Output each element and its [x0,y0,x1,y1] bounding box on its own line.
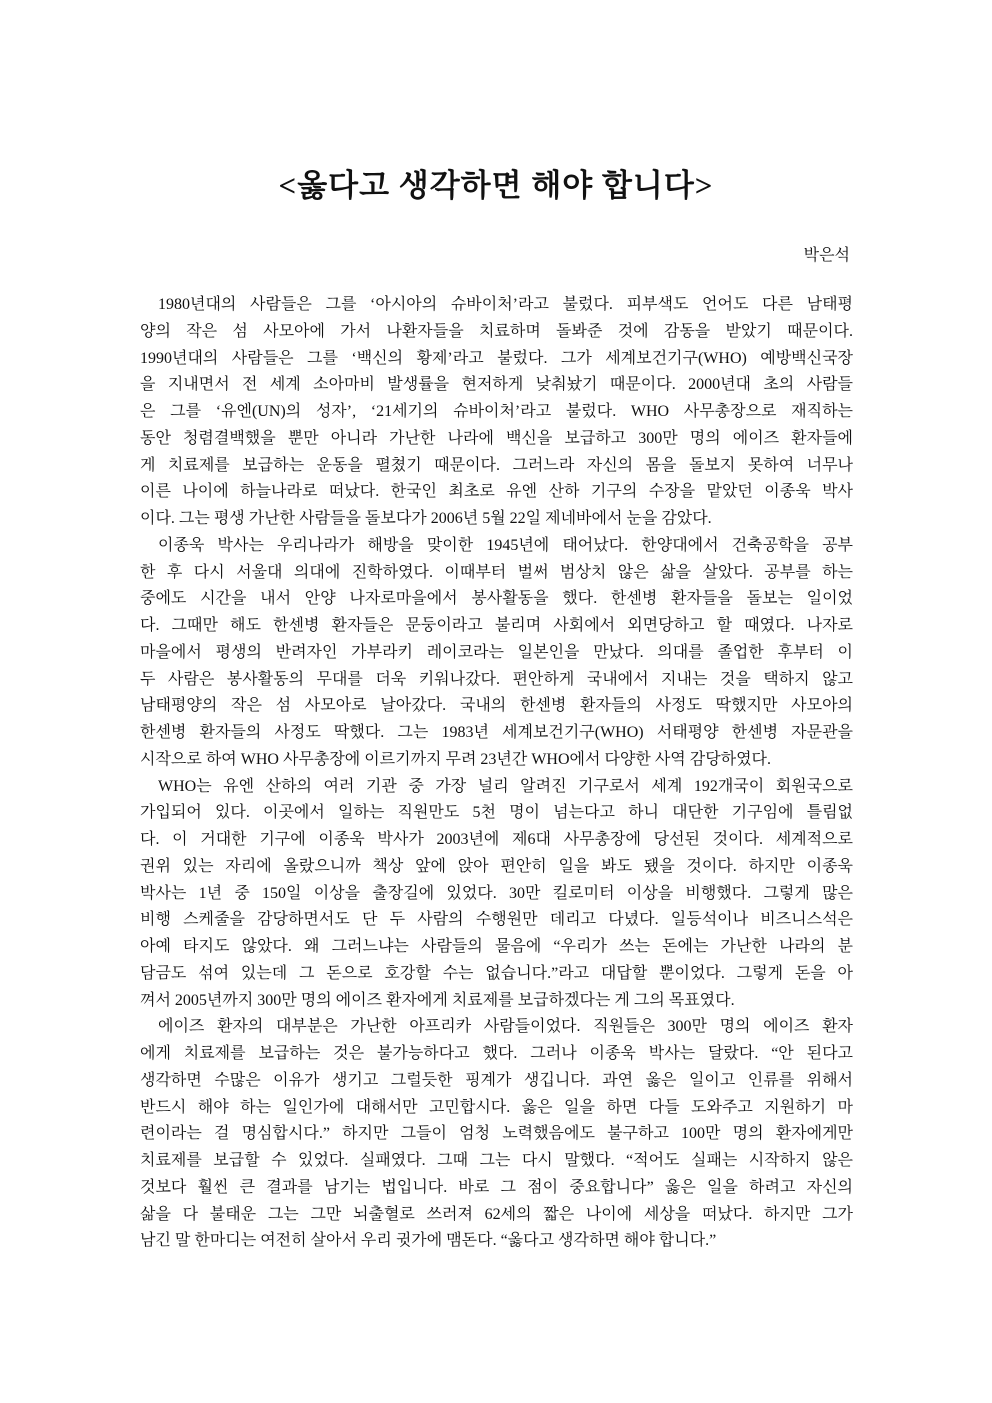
text-line: 다. 그때만 해도 한센병 환자들은 문둥이라고 불리며 사회에서 외면당하고 할 때였다. 나자로 [140,617,853,634]
text-line: 한 후 다시 서울대 의대에 진학하였다. 이때부터 벌써 범상치 않은 삶을 살았다. 공부를 하는 [140,563,853,581]
text-line: 이른 나이에 하늘나라로 떠났다. 한국인 최초로 유엔 산하 기구의 수장을 맡았던 이종욱 박사 [140,483,853,501]
paragraph [140,292,853,533]
text-line: WHO는 유엔 산하의 여러 기관 중 가장 널리 알려진 기구로서 세계 192개국이 회원국으로 [158,777,853,795]
text-line: 1990년대의 사람들은 그를 ‘백신의 황제’라고 불렀다. 그가 세계보건기구(WHO) 예방백신국장 [140,349,853,367]
document-title: <옳다고 생각하면 해야 합니다> [278,168,714,203]
text-line: 삶을 다 불태운 그는 그만 뇌출혈로 쓰러져 62세의 짧은 나이에 세상을 떠났다. 하지만 그가 [140,1205,853,1223]
text-line: 비행 스케줄을 감당하면서도 단 두 사람의 수행원만 데리고 다녔다. 일등석이나 비즈니스석은 [140,911,853,929]
paragraph [140,533,853,774]
document-body [140,292,853,1255]
author-name: 박은석 [803,247,850,264]
text-line: 껴서 2005년까지 300만 명의 에이즈 환자에게 치료제를 보급하겠다는 게 그의 목표였다. [140,991,735,1009]
text-line: 이종욱 박사는 우리나라가 해방을 맞이한 1945년에 태어났다. 한양대에서 건축공학을 공부 [158,536,853,554]
paragraph [140,1014,853,1255]
text-line: 남태평양의 작은 섬 사모아로 날아갔다. 국내의 한센병 환자들의 사정도 딱했지만 사모아의 [140,697,853,715]
text-line: 시작으로 하여 WHO 사무총장에 이르기까지 무려 23년간 WHO에서 다양한 사역 감당하였다. [140,750,772,768]
text-line: 담금도 섞여 있는데 그 돈으로 호강할 수는 없습니다.”라고 대답할 뿐이었다. 그렇게 돈을 아 [140,964,853,982]
text-line: 에게 치료제를 보급하는 것은 불가능하다고 했다. 그러나 이종욱 박사는 달랐다. “안 된다고 [140,1045,853,1062]
text-line: 것보다 훨씬 큰 결과를 남기는 법입니다. 바로 그 점이 중요합니다” 옳은 일을 하려고 자신의 [140,1178,853,1196]
text-line: 이다. 그는 평생 가난한 사람들을 돌보다가 2006년 5월 22일 제네바에서 눈을 감았다. [140,510,712,527]
text-line: 박사는 1년 중 150일 이상을 출장길에 있었다. 30만 킬로미터 이상을 비행했다. 그렇게 많은 [140,884,853,902]
text-line: 생각하면 수많은 이유가 생기고 그럴듯한 핑계가 생깁니다. 과연 옳은 일이고 인류를 위해서 [140,1071,853,1089]
text-line: 을 지내면서 전 세계 소아마비 발생률을 현저하게 낮춰놨기 때문이다. 2000년대 초의 사람들 [140,376,853,394]
text-line: 가입되어 있다. 이곳에서 일하는 직원만도 5천 명이 넘는다고 하니 대단한 기구임에 틀림없 [140,804,853,822]
text-line: 중에도 시간을 내서 안양 나자로마을에서 봉사활동을 했다. 한센병 환자들을 돌보는 일이었 [140,590,853,608]
text-line: 반드시 해야 하는 일인가에 대해서만 고민합시다. 옳은 일을 하면 다들 도와주고 지원하기 마 [140,1098,853,1116]
text-line: 마을에서 평생의 반려자인 가부라키 레이코라는 일본인을 만났다. 의대를 졸업한 후부터 이 [140,643,853,661]
text-line: 게 치료제를 보급하는 운동을 펼쳤기 때문이다. 그러느라 자신의 몸을 돌보지 못하여 너무나 [140,456,853,474]
paragraph [140,774,853,1015]
text-line: 권위 있는 자리에 올랐으니까 책상 앞에 앉아 편안히 일을 봐도 됐을 것이다. 하지만 이종욱 [140,857,853,875]
text-line: 1980년대의 사람들은 그를 ‘아시아의 슈바이처’라고 불렀다. 피부색도 언어도 다른 남태평 [158,296,853,313]
text-line: 한센병 환자들의 사정도 딱했다. 그는 1983년 세계보건기구(WHO) 서태평양 한센병 자문관을 [140,724,853,741]
text-line: 동안 청렴결백했을 뿐만 아니라 가난한 나라에 백신을 보급하고 300만 명의 에이즈 환자들에 [140,429,853,447]
text-line: 아예 타지도 않았다. 왜 그러느냐는 사람들의 물음에 “우리가 쓰는 돈에는 가난한 나라의 분 [140,938,853,955]
text-line: 양의 작은 섬 사모아에 가서 나환자들을 치료하며 돌봐준 것에 감동을 받았기 때문이다. [140,322,853,340]
text-line: 남긴 말 한마디는 여전히 살아서 우리 귓가에 맴돈다. “옳다고 생각하면 해야 합니다.” [140,1232,717,1250]
text-line: 다. 이 거대한 기구에 이종욱 박사가 2003년에 제6대 사무총장에 당선된 것이다. 세계적으로 [140,831,853,848]
text-line: 은 그를 ‘유엔(UN)의 성자’, ‘21세기의 슈바이처’라고 불렀다. WHO 사무총장으로 재직하는 [140,403,853,420]
text-line: 두 사람은 봉사활동의 무대를 더욱 키워나갔다. 편안하게 국내에서 지내는 것을 택하지 않고 [140,670,853,688]
text-line: 에이즈 환자의 대부분은 가난한 아프리카 사람들이었다. 직원들은 300만 명의 에이즈 환자 [158,1018,853,1036]
text-line: 련이라는 걸 명심합시다.” 하지만 그들이 엄청 노력했음에도 불구하고 100만 명의 환자에게만 [140,1125,853,1143]
text-line: 치료제를 보급할 수 있었다. 실패였다. 그때 그는 다시 말했다. “적어도 실패는 시작하지 않은 [140,1152,853,1169]
